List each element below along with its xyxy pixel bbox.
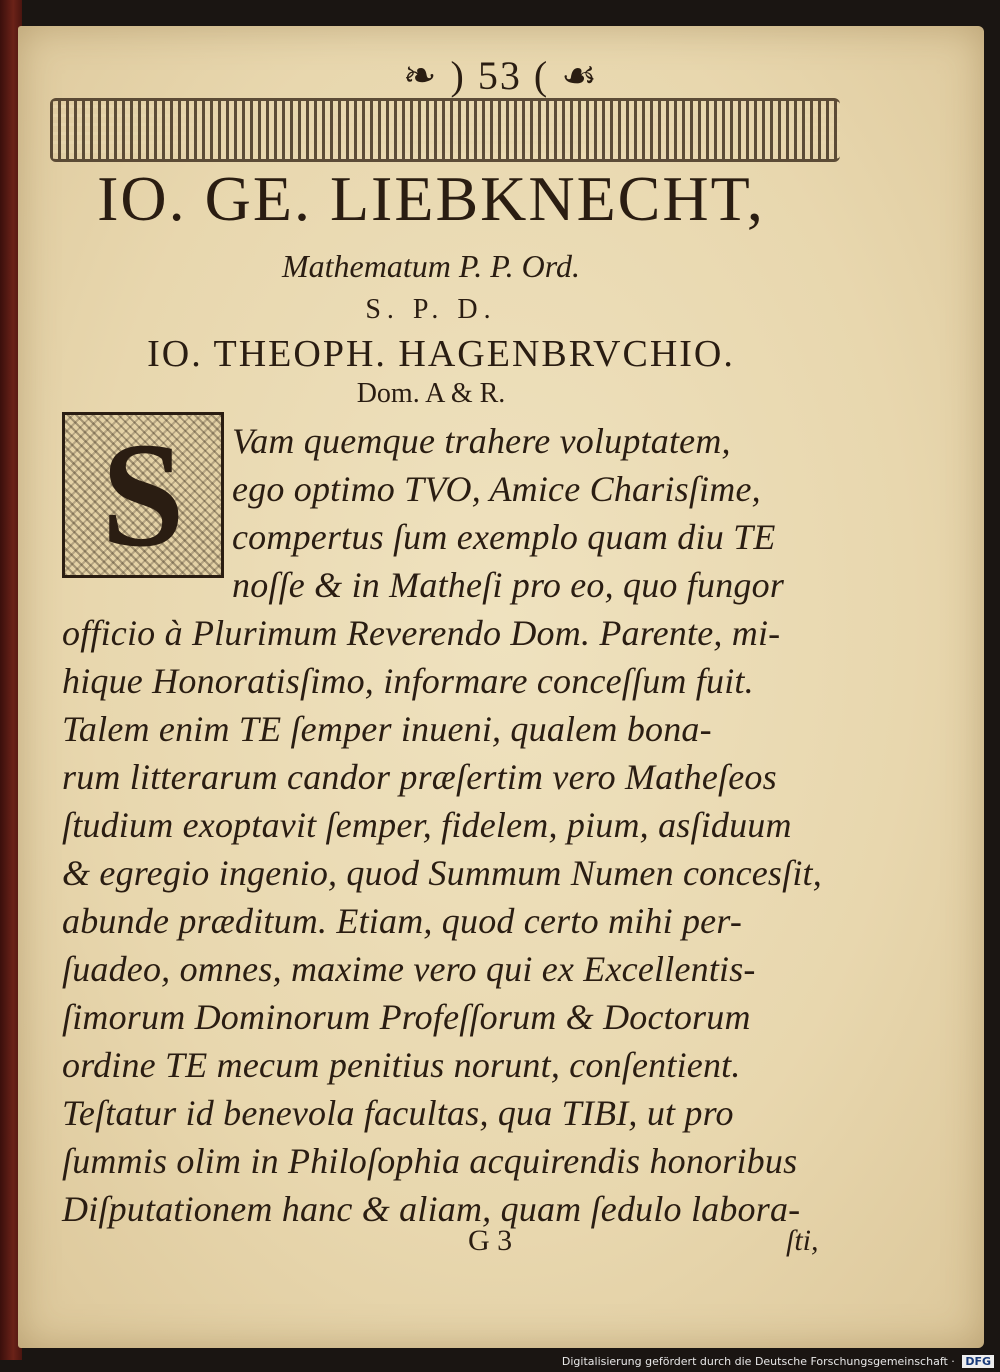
body-line: Teſtatur id benevola facultas, qua TIBI, ut pro bbox=[62, 1093, 734, 1133]
body-line: ſummis olim in Philoſophia acquirendis honoribus bbox=[62, 1141, 798, 1181]
dfg-logo: DFG bbox=[962, 1355, 994, 1368]
decorated-initial: S bbox=[62, 412, 224, 578]
body-line: compertus ſum exemplo quam diu TE bbox=[232, 517, 776, 557]
catchword: ſti, bbox=[786, 1224, 819, 1257]
recipient-title: Dom. A & R. bbox=[356, 378, 506, 409]
signature-mark: G 3 bbox=[468, 1224, 513, 1257]
digitization-credit bbox=[562, 1355, 994, 1368]
author-position: Mathematum P. P. Ord. bbox=[281, 248, 581, 284]
body-line: officio à Plurimum Reverendo Dom. Parente, mi- bbox=[62, 613, 781, 653]
body-line: rum litterarum candor præſertim vero Matheſeos bbox=[62, 757, 777, 797]
body-line: ſtudium exoptavit ſemper, fidelem, pium, asſiduum bbox=[62, 805, 792, 845]
book-page bbox=[18, 26, 984, 1348]
body-line: ego optimo TVO, Amice Charisſime, bbox=[232, 469, 761, 509]
body-line: Talem enim TE ſemper inueni, qualem bona- bbox=[62, 709, 712, 749]
recipient-name: IO. THEOPH. HAGENBRVCHIO. bbox=[147, 333, 735, 375]
body-line: hique Honoratisſimo, informare conceſſum fuit. bbox=[62, 661, 754, 701]
ornamental-band-icon bbox=[50, 98, 840, 162]
body-line: ſimorum Dominorum Profeſſorum & Doctorum bbox=[62, 997, 751, 1037]
body-line: Vam quemque trahere voluptatem, bbox=[232, 421, 731, 461]
body-line: ſuadeo, omnes, maxime vero qui ex Excellentis- bbox=[62, 949, 756, 989]
body-line: & egregio ingenio, quod Summum Numen concesſit, bbox=[62, 853, 822, 893]
credit-text: Digitalisierung gefördert durch die Deutsche Forschungsgemeinschaft · bbox=[561, 1355, 955, 1368]
body-line: noſſe & in Matheſi pro eo, quo fungor bbox=[232, 565, 785, 605]
salutation: S. P. D. bbox=[365, 294, 497, 325]
body-line: Diſputationem hanc & aliam, quam ſedulo labora- bbox=[62, 1189, 801, 1229]
author-heading: IO. GE. LIEBKNECHT, bbox=[97, 163, 765, 234]
page-number: ❧ ) 53 ( ☙ bbox=[402, 53, 599, 98]
body-line: ordine TE mecum penitius norunt, conſentient. bbox=[62, 1045, 741, 1085]
body-line: abunde præditum. Etiam, quod certo mihi per- bbox=[62, 901, 743, 941]
